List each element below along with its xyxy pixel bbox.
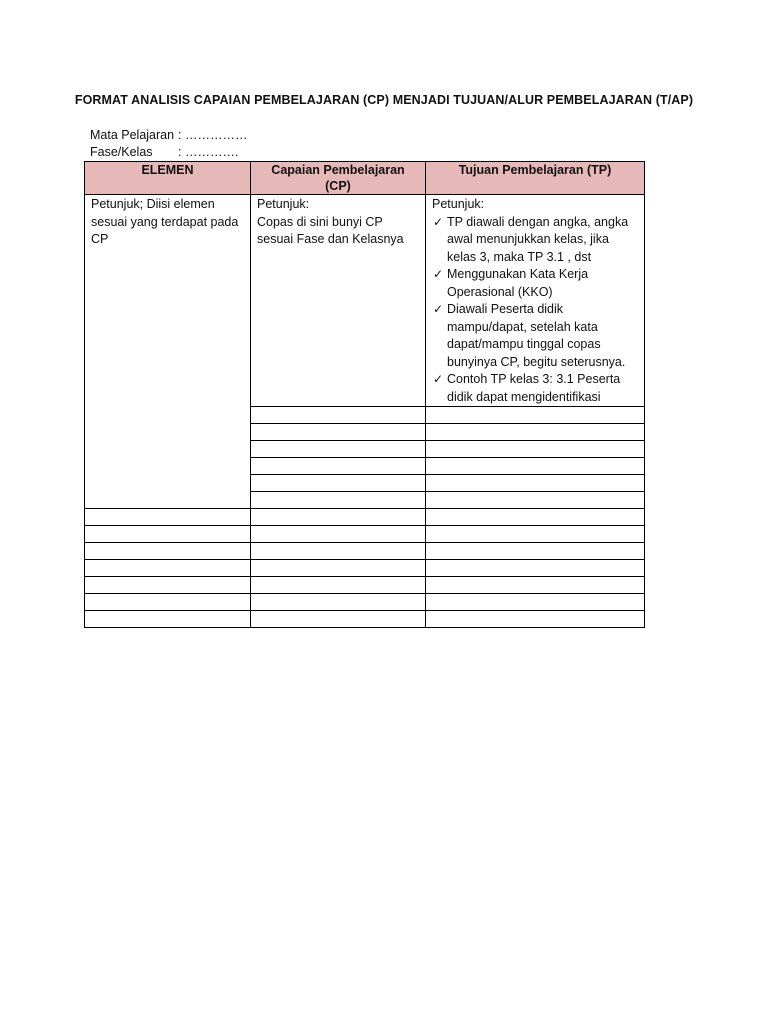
field-value: : …………. [178, 145, 239, 159]
elemen-cell[interactable] [85, 543, 251, 560]
document-title: FORMAT ANALISIS CAPAIAN PEMBELAJARAN (CP) MENJADI TUJUAN/ALUR PEMBELAJARAN (T/AP) [74, 93, 694, 107]
cp-cell[interactable] [251, 611, 426, 628]
tp-cell[interactable] [426, 475, 645, 492]
list-item-text: TP diawali dengan angka, angka awal menunjukkan kelas, jika kelas 3, maka TP 3.1 , dst [447, 214, 629, 264]
tp-cell[interactable] [426, 560, 645, 577]
field-label: Fase/Kelas [90, 145, 153, 159]
header-cp: Capaian Pembelajaran (CP) [251, 162, 426, 195]
field-value: : …………… [178, 128, 248, 142]
tp-cell[interactable] [426, 441, 645, 458]
header-tp: Tujuan Pembelajaran (TP) [426, 162, 645, 195]
list-item [432, 301, 638, 371]
elemen-cell[interactable] [85, 594, 251, 611]
tp-cell[interactable] [426, 543, 645, 560]
table-row [85, 611, 645, 628]
tp-heading: Petunjuk: [432, 197, 485, 211]
check-icon: ✓ [433, 302, 444, 316]
list-item-text: Menggunakan Kata Kerja Operasional (KKO) [447, 267, 589, 299]
cp-instruction: Copas di sini bunyi CP sesuai Fase dan Kelasnya [257, 214, 404, 246]
cp-cell[interactable] [251, 458, 426, 475]
tp-cell[interactable] [426, 458, 645, 475]
tp-cell[interactable] [426, 424, 645, 441]
elemen-cell[interactable] [85, 195, 251, 509]
tp-cell[interactable] [426, 526, 645, 543]
cp-heading: Petunjuk: [257, 197, 310, 211]
tp-cell[interactable] [426, 407, 645, 424]
elemen-cell[interactable] [85, 577, 251, 594]
table-row [85, 195, 645, 407]
cp-cell[interactable] [251, 492, 426, 509]
check-icon: ✓ [433, 267, 444, 281]
list-item [432, 266, 638, 301]
table-row [85, 526, 645, 543]
table-row [85, 560, 645, 577]
table-row [85, 509, 645, 526]
header-elemen: ELEMEN [85, 162, 251, 195]
cp-cell[interactable] [251, 195, 426, 407]
list-item [432, 214, 638, 267]
elemen-cell[interactable] [85, 509, 251, 526]
tp-cell[interactable] [426, 509, 645, 526]
list-item-text: Diawali Peserta didik mampu/dapat, setelah kata dapat/mampu tinggal copas bunyinya CP, begitu seterusnya. [447, 302, 626, 369]
field-fase-kelas [90, 144, 238, 161]
cp-cell[interactable] [251, 424, 426, 441]
table-row [85, 577, 645, 594]
list-item-text: Contoh TP kelas 3: 3.1 Peserta didik dapat mengidentifikasi [447, 372, 621, 404]
cp-cell[interactable] [251, 509, 426, 526]
field-mata-pelajaran [90, 127, 247, 144]
field-label: Mata Pelajaran [90, 128, 175, 142]
table-row [85, 594, 645, 611]
check-icon: ✓ [433, 214, 444, 229]
table-header-row [85, 162, 645, 195]
tp-cell[interactable] [426, 594, 645, 611]
table-row [85, 543, 645, 560]
cp-cell[interactable] [251, 577, 426, 594]
cp-cell[interactable] [251, 594, 426, 611]
list-item [432, 371, 638, 406]
cp-cell[interactable] [251, 407, 426, 424]
elemen-instruction: Petunjuk; Diisi elemen sesuai yang terdapat pada CP [91, 197, 239, 246]
tp-checklist [432, 214, 638, 407]
tp-cell[interactable] [426, 492, 645, 509]
tp-cell[interactable] [426, 195, 645, 407]
tp-cell[interactable] [426, 611, 645, 628]
elemen-cell[interactable] [85, 611, 251, 628]
elemen-cell[interactable] [85, 560, 251, 577]
cp-cell[interactable] [251, 441, 426, 458]
cp-cell[interactable] [251, 560, 426, 577]
elemen-cell[interactable] [85, 526, 251, 543]
check-icon: ✓ [433, 372, 444, 386]
cp-cell[interactable] [251, 475, 426, 492]
cp-cell[interactable] [251, 543, 426, 560]
cp-cell[interactable] [251, 526, 426, 543]
analysis-table [84, 161, 645, 628]
tp-cell[interactable] [426, 577, 645, 594]
